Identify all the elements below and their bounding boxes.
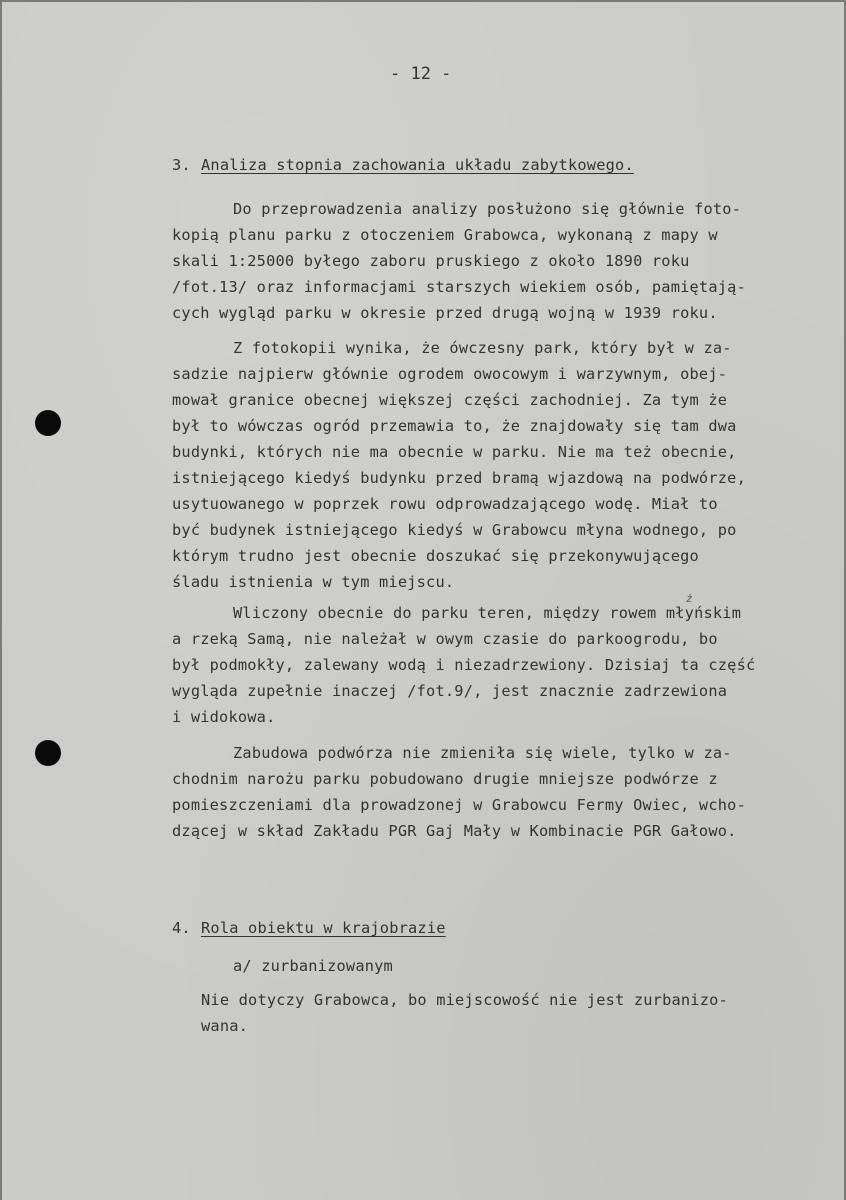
paragraph-line: kopią planu parku z otoczeniem Grabowca, wykonaną z mapy w bbox=[172, 226, 718, 244]
paragraph-line: Nie dotyczy Grabowca, bo miejscowość nie jest zurbanizo- bbox=[201, 991, 728, 1009]
paragraph-line: Z fotokopii wynika, że ówczesny park, który był w za- bbox=[233, 339, 732, 357]
punch-hole-top bbox=[35, 410, 61, 436]
paragraph-line: a rzeką Samą, nie należał w owym czasie do parkoogrodu, bo bbox=[172, 630, 718, 648]
paragraph-line: skali 1:25000 byłego zaboru pruskiego z około 1890 roku bbox=[172, 252, 690, 270]
paragraph-line: był podmokły, zalewany wodą i niezadrzewiony. Dzisiaj ta część bbox=[172, 656, 756, 674]
paragraph-line: cych wygląd parku w okresie przed drugą wojną w 1939 roku. bbox=[172, 304, 718, 322]
paragraph-line: śladu istnienia w tym miejscu. bbox=[172, 573, 455, 591]
paragraph-line: budynki, których nie ma obecnie w parku. Nie ma też obecnie, bbox=[172, 443, 737, 461]
page-number: - 12 - bbox=[390, 64, 452, 84]
paragraph-line: mował granice obecnej większej części zachodniej. Za tym że bbox=[172, 391, 728, 409]
paragraph-line: istniejącego kiedyś budynku przed bramą wjazdową na podwórze, bbox=[172, 469, 746, 487]
handwritten-correction: ż bbox=[686, 592, 693, 605]
paragraph-line: Wliczony obecnie do parku teren, między rowem młyńskim bbox=[233, 604, 742, 622]
paragraph-line: pomieszczeniami dla prowadzonej w Grabowcu Fermy Owiec, wcho- bbox=[172, 796, 746, 814]
section-3-number: 3. bbox=[172, 156, 191, 174]
paragraph-line: i widokowa. bbox=[172, 708, 276, 726]
paragraph-line: usytuowanego w poprzek rowu odprowadzającego wodę. Miał to bbox=[172, 495, 718, 513]
paragraph-line: /fot.13/ oraz informacjami starszych wiekiem osób, pamiętają- bbox=[172, 278, 746, 296]
section-4-number: 4. bbox=[172, 919, 191, 937]
paragraph-line: dzącej w skład Zakładu PGR Gaj Mały w Kombinacie PGR Gałowo. bbox=[172, 822, 737, 840]
section-3-title: Analiza stopnia zachowania układu zabytkowego. bbox=[201, 156, 634, 174]
paragraph-line: sadzie najpierw głównie ogrodem owocowym i warzywnym, obej- bbox=[172, 365, 728, 383]
paragraph-line: Zabudowa podwórza nie zmieniła się wiele, tylko w za- bbox=[233, 744, 732, 762]
punch-hole-bottom bbox=[35, 740, 61, 766]
subsection-a-label: a/ zurbanizowanym bbox=[233, 957, 393, 975]
paragraph-line: wana. bbox=[201, 1017, 249, 1035]
paragraph-line: chodnim narożu parku pobudowano drugie mniejsze podwórze z bbox=[172, 770, 718, 788]
page-edge-left bbox=[0, 0, 2, 1200]
paragraph-line: być budynek istniejącego kiedyś w Grabowcu młyna wodnego, po bbox=[172, 521, 737, 539]
paragraph-line: którym trudno jest obecnie doszukać się przekonywującego bbox=[172, 547, 699, 565]
page-edge-top bbox=[0, 0, 846, 2]
section-4-title: Rola obiektu w krajobrazie bbox=[201, 919, 446, 937]
paragraph-line: wygląda zupełnie inaczej /fot.9/, jest znacznie zadrzewiona bbox=[172, 682, 728, 700]
paragraph-line: Do przeprowadzenia analizy posłużono się głównie foto- bbox=[233, 200, 742, 218]
paragraph-line: był to wówczas ogród przemawia to, że znajdowały się tam dwa bbox=[172, 417, 737, 435]
